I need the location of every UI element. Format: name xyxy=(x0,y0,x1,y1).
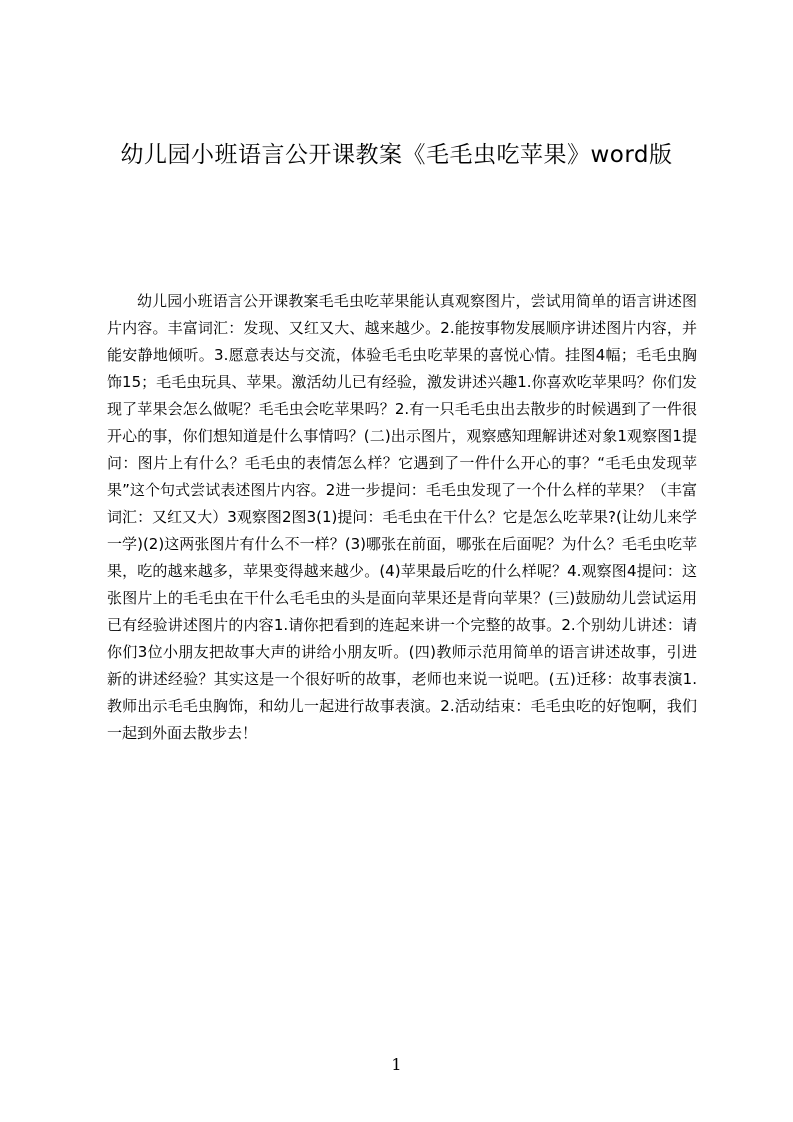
page-number: 1 xyxy=(391,1055,402,1074)
document-title: 幼儿园小班语言公开课教案《毛毛虫吃苹果》word版 xyxy=(120,142,673,168)
document-body: 幼儿园小班语言公开课教案毛毛虫吃苹果能认真观察图片，尝试用简单的语言讲述图片内容。丰富词汇：发现、又红又大、越来越少。2.能按事物发展顺序讲述图片内容，并能安静地倾听。3.愿意表达与交流，体验毛毛虫吃苹果的喜悦心情。挂图4幅；毛毛虫胸饰15；毛毛虫玩具、苹果。激活幼儿已有经验，激发讲述兴趣1.你喜欢吃苹果吗？你们发现了苹果会怎么做呢？毛毛虫会吃苹果吗？2.有一只毛毛虫出去散步的时候遇到了一件很开心的事，你们想知道是什么事情吗？(二)出示图片，观察感知理解讲述对象1观察图1提问：图片上有什么？毛毛虫的表情怎么样？它遇到了一件什么开心的事？“毛毛虫发现苹果”这个句式尝试表述图片内容。2进一步提问：毛毛虫发现了一个什么样的苹果？（丰富词汇：又红又大）3观察图2图3(1)提问：毛毛虫在干什么？它是怎么吃苹果?(让幼儿来学一学)(2)这两张图片有什么不一样？(3)哪张在前面，哪张在后面呢？为什么？毛毛虫吃苹果，吃的越来越多，苹果变得越来越少。(4)苹果最后吃的什么样呢？4.观察图4提问：这张图片上的毛毛虫在干什么毛毛虫的头是面向苹果还是背向苹果？(三)鼓励幼儿尝试运用已有经验讲述图片的内容1.请你把看到的连起来讲一个完整的故事。2.个别幼儿讲述：请你们3位小朋友把故事大声的讲给小朋友听。(四)教师示范用简单的语言讲述故事，引进新的讲述经验？其实这是一个很好听的故事，老师也来说一说吧。(五)迁移：故事表演1.教师出示毛毛虫胸饰，和幼儿一起进行故事表演。2.活动结束：毛毛虫吃的好饱啊，我们一起到外面去散步去！ xyxy=(107,292,697,742)
